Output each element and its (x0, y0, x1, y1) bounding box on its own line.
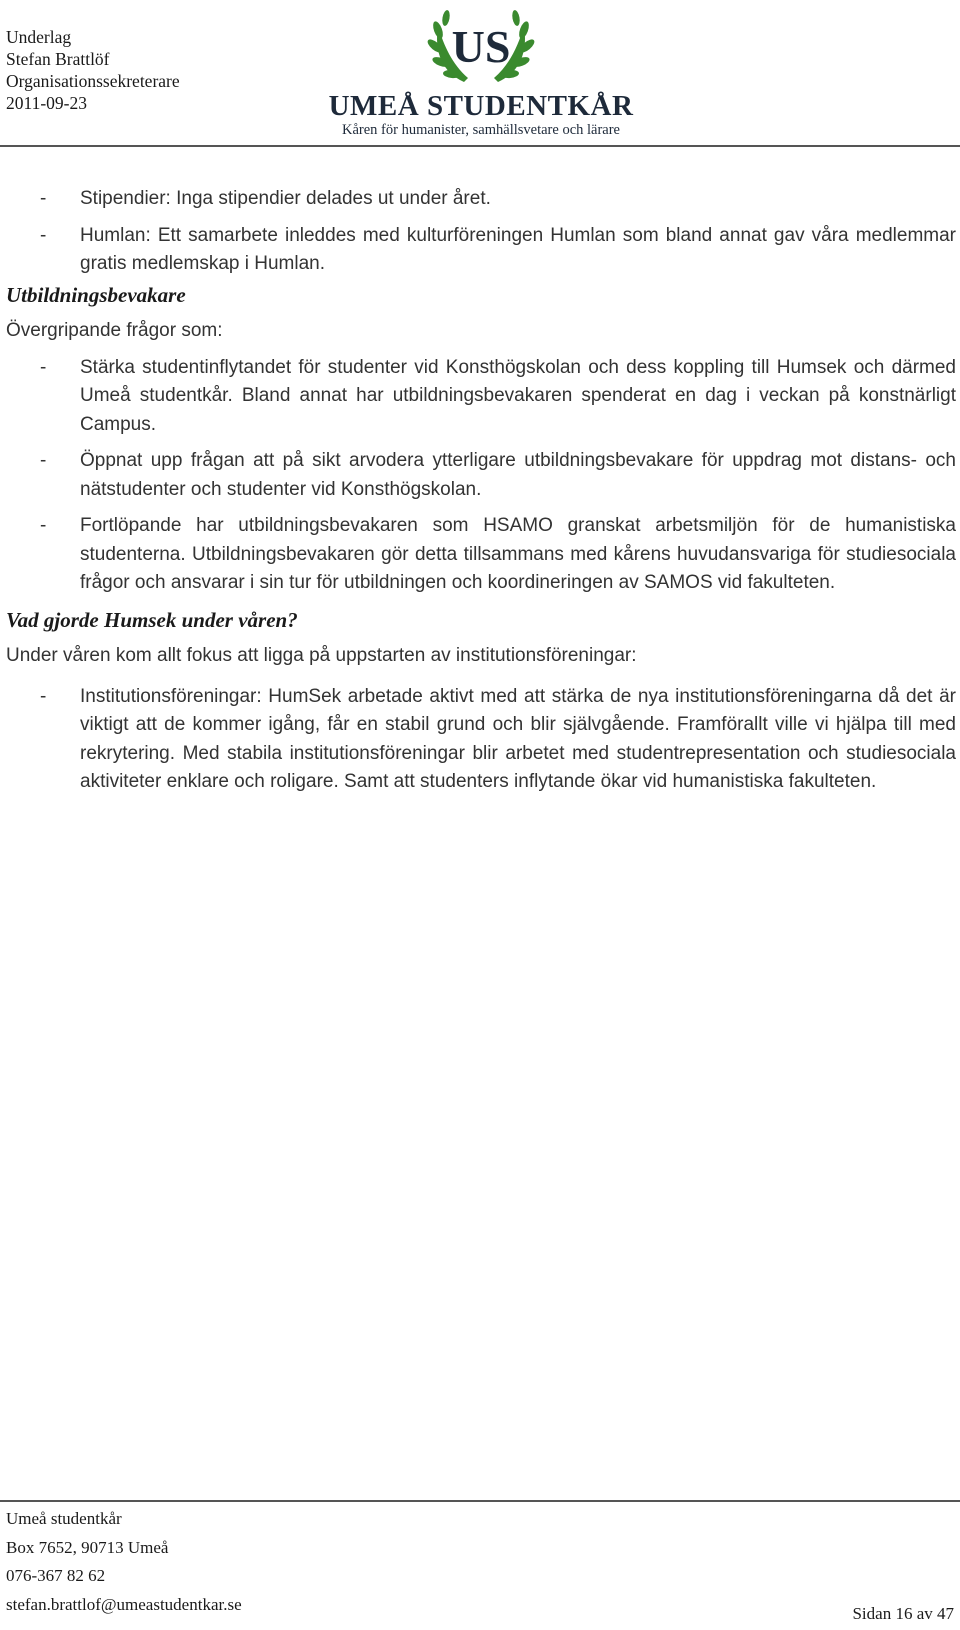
list-dash: - (40, 224, 47, 246)
footer-address: Box 7652, 90713 Umeå (6, 1537, 169, 1557)
section-heading: Vad gjorde Humsek under våren? (6, 607, 298, 632)
page-number: Sidan 16 av 47 (852, 1604, 954, 1623)
laurel-wreath-icon (424, 2, 538, 88)
footer-divider (0, 1500, 960, 1502)
list-item-text: Stipendier: Inga stipendier delades ut under året. (80, 188, 491, 209)
document-body (6, 185, 956, 797)
list-item (6, 683, 956, 797)
list-item (6, 354, 956, 440)
logo-monogram: US (451, 21, 511, 72)
list-item-text: Humlan: Ett samarbete inleddes med kulturföreningen Humlan som bland annat gav våra medlemmar gratis medlemskap i Humlan. (80, 224, 956, 274)
list-dash: - (40, 450, 47, 471)
list-item-text: Stärka studentinflytandet för studenter vid Konsthögskolan och dess koppling till Humsek och därmed Umeå studentkår. Bland annat har utbildningsbevakaren spenderat en dag i veckan på konstnärligt Campus. (80, 356, 956, 435)
header-doc-type: Underlag (6, 27, 72, 47)
header-divider (0, 145, 960, 147)
logo-subtitle: Kåren för humanister, samhällsvetare och lärare (341, 122, 620, 138)
logo-title: UMEÅ STUDENTKÅR (328, 90, 634, 122)
list-dash: - (40, 515, 47, 536)
list-dash: - (40, 356, 47, 378)
section-heading: Utbildningsbevakare (6, 282, 186, 307)
paragraph: Övergripande frågor som: (6, 320, 223, 341)
list-item-text: Institutionsföreningar: HumSek arbetade aktivt med att stärka de nya institutionsföreningarna då det är viktigt att de kommer igång, får en stabil grund och blir självgående. Framförallt ville vi hjälpa till med rekrytering. Med stabila institutionsföreningar blir arbetet med studentrepresentation och studiesociala aktiviteter enklare och roligare. Samt att studenters inflytande ökar vid humanistiska fakulteten. (80, 685, 956, 792)
header-date: 2011-09-23 (6, 93, 88, 113)
list-item (6, 222, 956, 279)
list-item-text: Fortlöpande har utbildningsbevakaren som HSAMO granskat arbetsmiljön för de humanistiska studenterna. Utbildningsbevakaren gör detta tillsammans med kårens huvudansvariga för studiesociala frågor och ansvarar i sin tur för utbildningen och koordineringen av SAMOS vid fakulteten. (80, 515, 956, 593)
header-role: Organisationssekreterare (6, 71, 180, 91)
list-item (6, 185, 956, 214)
footer-org: Umeå studentkår (6, 1509, 122, 1528)
paragraph: Under våren kom allt fokus att ligga på uppstarten av institutionsföreningar: (6, 645, 637, 666)
list-item (6, 447, 956, 504)
header-author: Stefan Brattlöf (6, 49, 110, 69)
footer-contact (6, 1505, 242, 1619)
list-item-text: Öppnat upp frågan att på sikt arvodera ytterligare utbildningsbevakare för uppdrag mot distans- och nätstudenter och studenter vid Konsthögskolan. (80, 450, 956, 500)
header-meta (6, 26, 180, 114)
footer-phone: 076-367 82 62 (6, 1566, 106, 1585)
list-dash: - (40, 188, 47, 209)
list-dash: - (40, 685, 47, 707)
umea-studentkar-logo (326, 2, 636, 140)
footer-email: stefan.brattlof@umeastudentkar.se (6, 1594, 242, 1614)
list-item (6, 512, 956, 598)
